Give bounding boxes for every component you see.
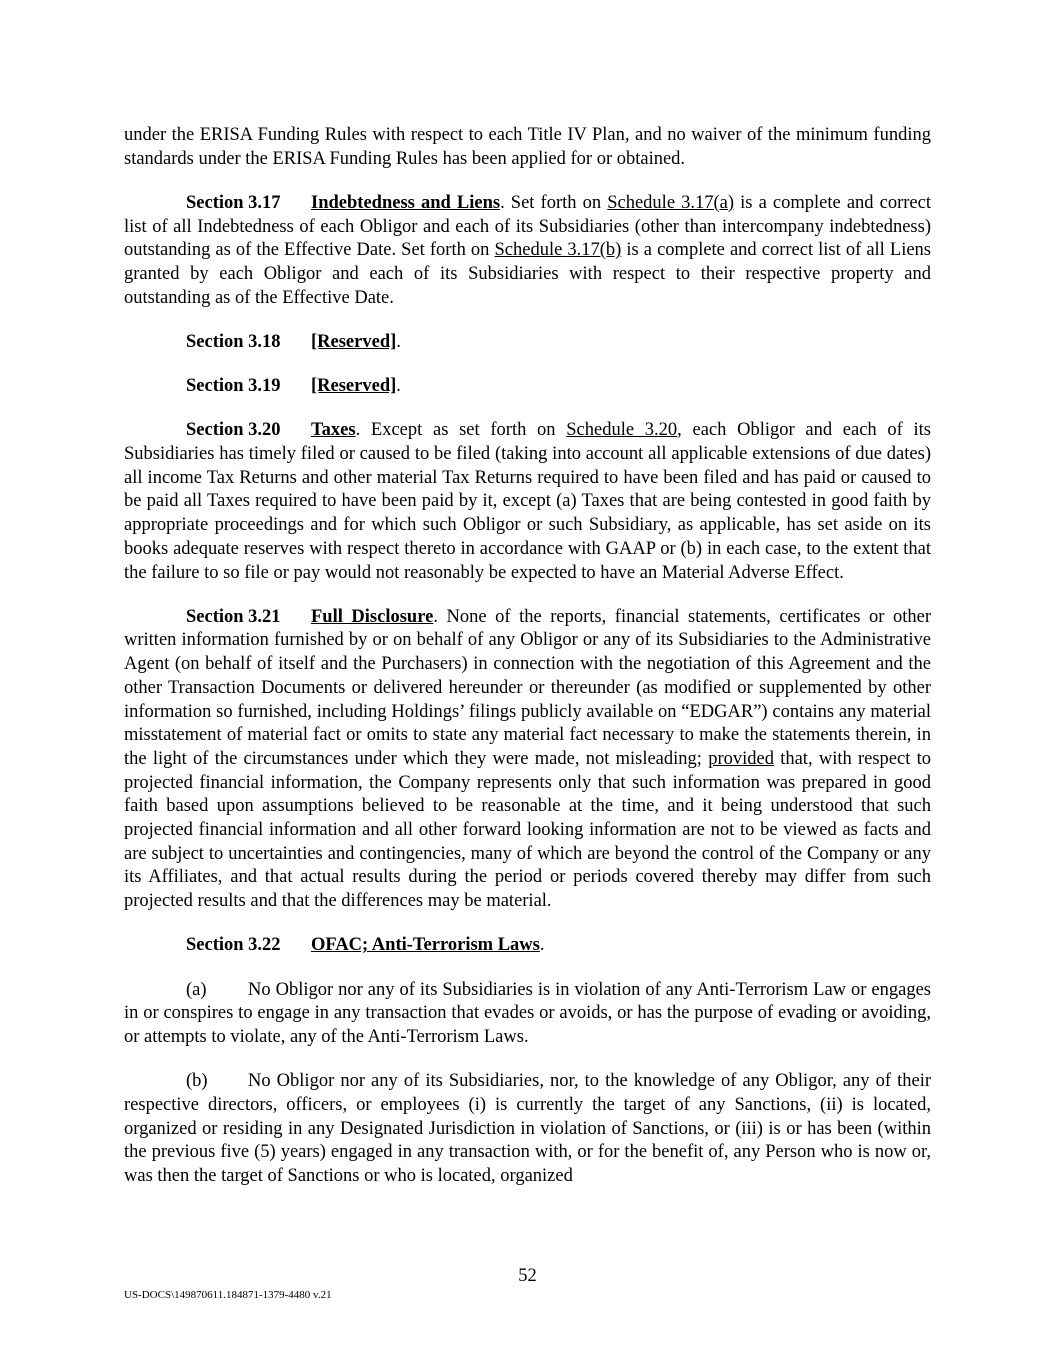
clause-a: [124, 979, 931, 1050]
schedule-reference: Schedule 3.20: [566, 420, 678, 441]
section-3-17: [124, 192, 931, 311]
section-text: is a complete and correct list of all Liens granted by each Obligor and each of its Subsidiaries with respect to their respective property and outstanding as of the Effective Date.: [124, 240, 931, 308]
section-text: , each Obligor and each of its Subsidiaries has timely filed or caused to be filed (taking into account all applicable extensions of due dates) all income Tax Returns and other material Tax Returns required to have been filed and has paid or caused to be paid all Taxes required to have been paid by it, except (a) Taxes that are being contested in good faith by appropriate proceedings and for which such Obligor or such Subsidiary, as applicable, has set aside on its books adequate reserves with respect thereto in accordance with GAAP or (b) in each case, to the extent that the failure to so file or pay would not reasonably be expected to have an Material Adverse Effect.: [124, 420, 931, 583]
clause-label: (b): [186, 1071, 208, 1092]
section-text: . None of the reports, financial statements, certificates or other written information furnished by or on behalf of any Obligor or any of its Subsidiaries to the Administrative Agent (on behalf of itself and the Purchasers) in connection with the negotiation of this Agreement and the other Transaction Documents or delivered hereunder or thereunder (as modified or supplemented by other information so furnished, including Holdings’ filings publicly available on “EDGAR”) contains any material misstatement of material fact or omits to state any material fact necessary to make the statements therein, in the light of the circumstances under which they were made, not misleading;: [124, 606, 931, 769]
section-number: Section 3.20: [186, 420, 281, 441]
section-number: Section 3.21: [186, 606, 281, 627]
section-3-21: [124, 606, 931, 914]
section-number: Section 3.18: [186, 331, 281, 352]
section-text: that, with respect to projected financial information, the Company represents only that such information was prepared in good faith based upon assumptions believed to be reasonable at the time, and it being understood that such projected financial information and all other forward looking information are not to be viewed as facts and are subject to uncertainties and contingencies, many of which are beyond the control of the Company or any its Affiliates, and that actual results during the period or periods covered thereby may differ from such projected results and that the differences may be material.: [124, 748, 932, 912]
schedule-reference: Schedule 3.17(b): [494, 240, 622, 261]
clause-text: No Obligor nor any of its Subsidiaries is in violation of any Anti-Terrorism Law or engages in or conspires to engage in any transaction that evades or avoids, or has the purpose of evading or avoiding, or attempts to violate, any of the Anti-Terrorism Laws.: [124, 979, 931, 1047]
section-3-22: [124, 934, 931, 958]
section-title: Taxes: [311, 420, 356, 441]
section-3-20: [124, 419, 931, 585]
clause-text: No Obligor nor any of its Subsidiaries, nor, to the knowledge of any Obligor, any of their respective directors, officers, or employees (i) is currently the target of any Sanctions, (ii) is located, organized or residing in any Designated Jurisdiction in violation of Sanctions, or (iii) is or has been (within the previous five (5) years) engaged in any transaction with, or for the benefit of, any Person who is now or, was then the target of Sanctions or who is located, organized: [124, 1071, 931, 1187]
section-number: Section 3.22: [186, 935, 281, 956]
section-title: OFAC; Anti-Terrorism Laws: [311, 935, 540, 956]
section-title: Indebtedness and Liens: [311, 192, 501, 213]
section-3-19: [124, 375, 931, 399]
section-text: .: [396, 376, 401, 397]
section-text: . Except as set forth on: [355, 420, 567, 441]
page-number: 52: [518, 1266, 537, 1286]
section-3-18: [124, 331, 931, 355]
section-title: [Reserved]: [311, 376, 397, 397]
section-number: Section 3.19: [186, 376, 281, 397]
section-text: is a complete and correct list of all Indebtedness of each Obligor and each of its Subsidiaries (other than intercompany indebtedness) outstanding as of the Effective Date. Set forth on: [124, 192, 931, 261]
section-text: .: [396, 331, 401, 352]
provided-term: provided: [708, 748, 774, 769]
section-number: Section 3.17: [186, 192, 281, 213]
section-text: .: [539, 935, 545, 956]
clause-label: (a): [186, 979, 207, 1000]
document-id: US-DOCS\149870611.184871-1379-4480 v.21: [124, 1289, 332, 1301]
section-title: Full Disclosure: [311, 606, 434, 627]
section-text: . Set forth on: [500, 192, 608, 213]
clause-b: [124, 1070, 931, 1189]
document-page: [124, 124, 931, 1209]
continuation-paragraph: under the ERISA Funding Rules with respect to each Title IV Plan, and no waiver of the minimum funding standards under the ERISA Funding Rules has been applied for or obtained.: [124, 125, 931, 169]
schedule-reference: Schedule 3.17(a): [607, 192, 735, 213]
section-title: [Reserved]: [311, 331, 397, 352]
